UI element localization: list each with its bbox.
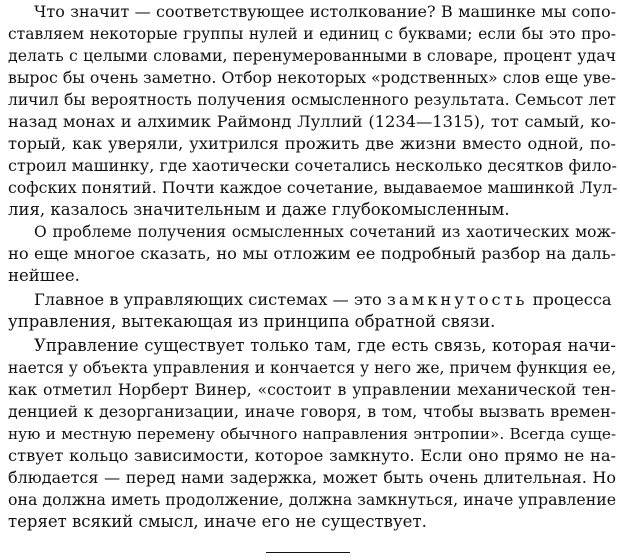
text-line: теряет всякий смысл, иначе его не существует.: [8, 512, 427, 531]
section-divider-rule: [266, 552, 350, 553]
text-line: [34, 290, 616, 310]
text-line: как отметил Норберт Винер, «состоит в управлении механической тен-: [8, 380, 616, 399]
text-line: ную и местную перемену обычного направления энтропии». Всегда суще-: [8, 425, 616, 443]
text-line: но еще многое сказать, но мы отложим ее подробный разбор на даль-: [8, 244, 616, 263]
text-line: личил бы вероятность получения осмысленного результата. Семьсот лет: [8, 91, 616, 109]
text-line: управления, вытекающая из принципа обратной связи.: [8, 312, 496, 331]
text-segment: Главное в управляющих системах — это: [34, 290, 382, 309]
text-line: Что значит — соответствующее истолкование? В машинке мы сопо-: [34, 2, 616, 21]
text-line: вырос бы очень заметно. Отбор некоторых «родственных» слов еще уве-: [8, 68, 616, 87]
text-line: назад монах и алхимик Раймонд Луллий (1234—1315), тот самый, ко-: [8, 112, 616, 131]
text-line: строил машинку, где хаотически сочетались несколько десятков фило-: [8, 156, 617, 175]
text-line: Управление существует только там, где есть связь, которая начи-: [34, 336, 616, 355]
text-line: денцией к дезорганизации, иначе говоря, в том, чтобы вызвать времен-: [8, 402, 616, 421]
emphasized-term: замкнутость: [387, 290, 528, 309]
text-line: нейшее.: [8, 266, 80, 285]
text-line: ставляем некоторые группы нулей и единиц с буквами; если бы это про-: [8, 25, 616, 43]
text-line: блюдается — перед нами задержка, может быть очень длительная. Но: [8, 468, 616, 487]
text-line: она должна иметь продолжение, должна замкнуться, иначе управление: [8, 490, 617, 509]
text-line: софских понятий. Почти каждое сочетание, выдаваемое машинкой Лул-: [8, 178, 618, 197]
text-line: О проблеме получения осмысленных сочетаний из хаотических мож-: [34, 223, 616, 241]
text-line: лия, казалось значительным и даже глубокомысленным.: [8, 200, 510, 219]
text-line: делать с целыми словами, перенумерованными в словаре, процент удач: [8, 46, 616, 65]
text-segment: процесса: [532, 290, 612, 309]
text-line: нается у объекта управления и кончается у него же, причем функция ее,: [8, 359, 616, 377]
text-line: торый, как уверяли, ухитрился прожить две жизни вместо одной, по-: [8, 134, 616, 153]
text-line: ствует кольцо зависимости, которое замкнуто. Если оно прямо не на-: [8, 446, 616, 465]
